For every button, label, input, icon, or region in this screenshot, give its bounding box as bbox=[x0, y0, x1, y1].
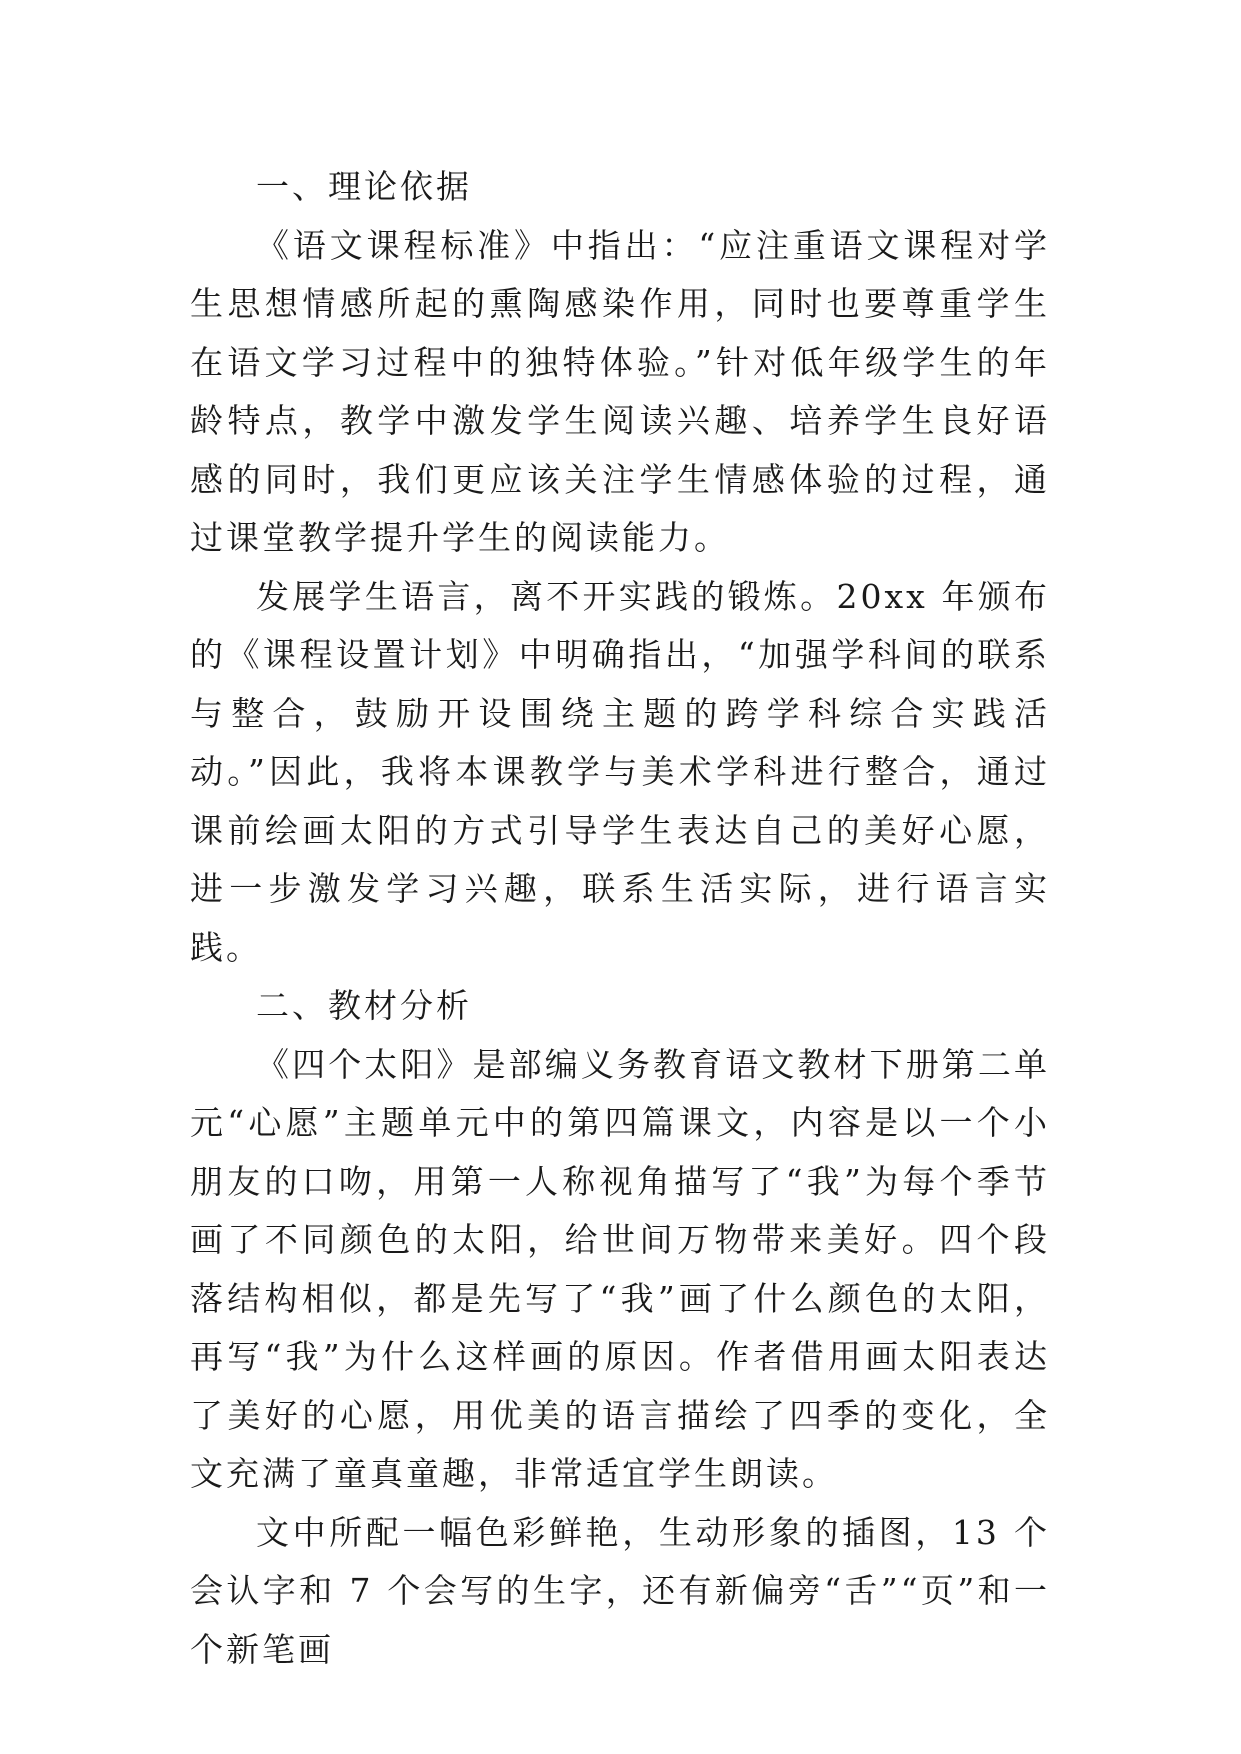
paragraph-curriculum-standard: 《语文课程标准》中指出：“应注重语文课程对学生思想情感所起的熏陶感染作用，同时也要尊重学生在语文学习过程中的独特体验。”针对低年级学生的年龄特点，教学中激发学生阅读兴趣、培养学生良好语感的同时，我们更应该关注学生情感体验的过程，通过课堂教学提升学生的阅读能力。 bbox=[190, 225, 1050, 557]
paragraph-four-suns: 《四个太阳》是部编义务教育语文教材下册第二单元“心愿”主题单元中的第四篇课文，内容是以一个小朋友的口吻，用第一人称视角描写了“我”为每个季节画了不同颜色的太阳，给世间万物带来美好。四个段落结构相似，都是先写了“我”画了什么颜色的太阳，再写“我”为什么这样画的原因。作者借用画太阳表达了美好的心愿，用优美的语言描绘了四季的变化，全文充满了童真童趣，非常适宜学生朗读。 bbox=[190, 1044, 1050, 1493]
heading-theory-basis: 一、理论依据 bbox=[256, 167, 472, 206]
paragraph-illustration: 文中所配一幅色彩鲜艳，生动形象的插图，13 个会认字和 7 个会写的生字，还有新偏旁“舌”“页”和一个新笔画 bbox=[190, 1512, 1050, 1669]
paragraph-language-practice: 发展学生语言，离不开实践的锻炼。20xx 年颁布的《课程设置计划》中明确指出，“加强学科间的联系与整合，鼓励开设围绕主题的跨学科综合实践活动。”因此，我将本课教学与美术学科进行整合，通过课前绘画太阳的方式引导学生表达自己的美好心愿，进一步激发学习兴趣，联系生活实际，进行语言实践。 bbox=[190, 576, 1050, 967]
document-body bbox=[190, 158, 1050, 1679]
heading-textbook-analysis: 二、教材分析 bbox=[256, 986, 472, 1025]
